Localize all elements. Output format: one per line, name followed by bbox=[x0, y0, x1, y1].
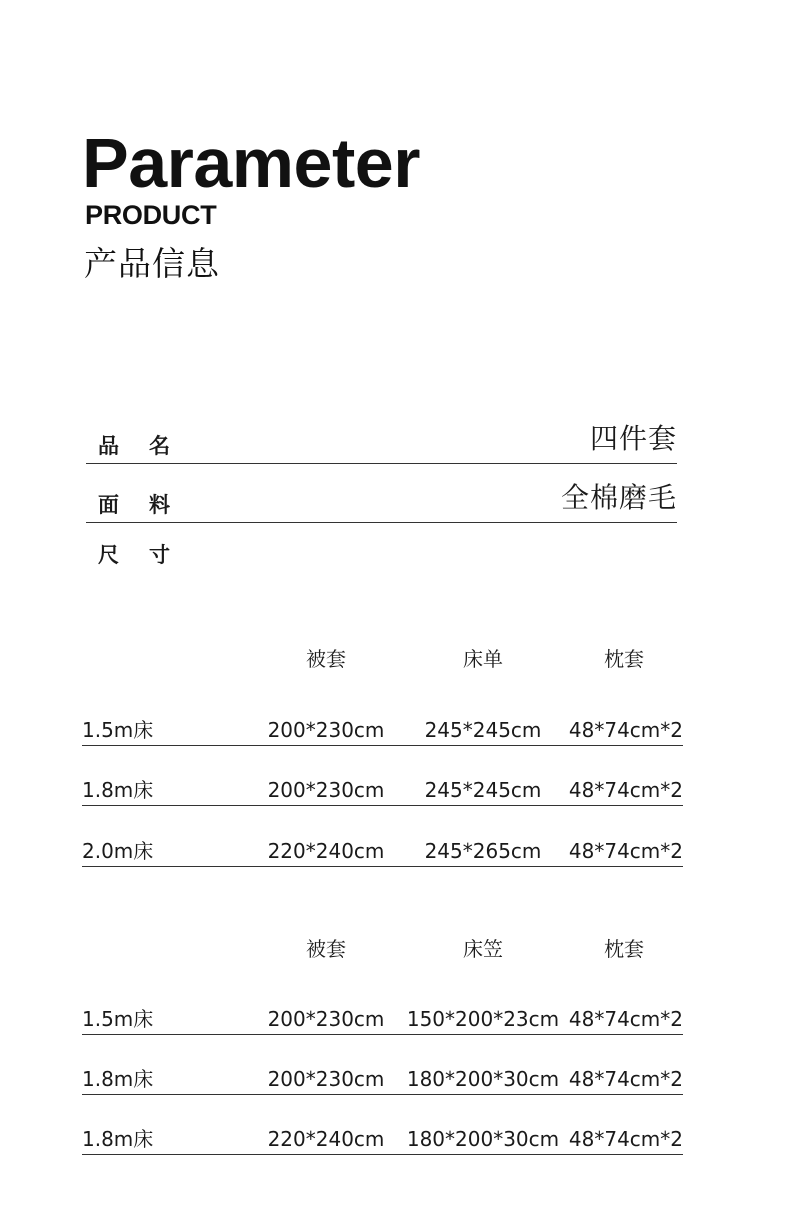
spec-label: 尺寸 bbox=[98, 543, 200, 567]
table-row bbox=[82, 769, 683, 806]
table-cell: 1.8m床 bbox=[82, 778, 154, 802]
column-header: 床笠 bbox=[463, 937, 503, 961]
table-cell: 220*240cm bbox=[267, 1127, 385, 1151]
table-cell: 48*74cm*2 bbox=[568, 718, 683, 742]
table-cell: 245*265cm bbox=[424, 839, 542, 863]
column-header: 被套 bbox=[306, 937, 346, 961]
column-header: 枕套 bbox=[604, 647, 644, 671]
table-cell: 200*230cm bbox=[267, 1007, 385, 1031]
spec-value: 全棉磨毛 bbox=[560, 481, 677, 514]
column-header: 床单 bbox=[463, 647, 503, 671]
page-title: Parameter bbox=[82, 124, 420, 202]
table-cell: 48*74cm*2 bbox=[568, 1007, 683, 1031]
table-cell: 220*240cm bbox=[267, 839, 385, 863]
spec-row-name bbox=[86, 423, 677, 464]
page-subtitle-cn: 产品信息 bbox=[84, 244, 220, 283]
column-header: 枕套 bbox=[604, 937, 644, 961]
table-row bbox=[82, 830, 683, 867]
table-cell: 1.5m床 bbox=[82, 718, 154, 742]
table-cell: 200*230cm bbox=[267, 778, 385, 802]
spec-row-fabric bbox=[86, 482, 677, 523]
table-cell: 2.0m床 bbox=[82, 839, 154, 863]
page-subtitle: PRODUCT bbox=[85, 200, 217, 230]
table-cell: 48*74cm*2 bbox=[568, 778, 683, 802]
table-cell: 48*74cm*2 bbox=[568, 1127, 683, 1151]
table-cell: 200*230cm bbox=[267, 718, 385, 742]
table-cell: 48*74cm*2 bbox=[568, 839, 683, 863]
spec-label: 品名 bbox=[98, 434, 200, 458]
table-cell: 245*245cm bbox=[424, 718, 542, 742]
table-cell: 180*200*30cm bbox=[406, 1127, 560, 1151]
spec-label: 面料 bbox=[98, 493, 200, 517]
table-cell: 1.8m床 bbox=[82, 1127, 154, 1151]
table-cell: 1.5m床 bbox=[82, 1007, 154, 1031]
table-cell: 48*74cm*2 bbox=[568, 1067, 683, 1091]
table-row bbox=[82, 1118, 683, 1155]
column-header: 被套 bbox=[306, 647, 346, 671]
table-row bbox=[82, 1058, 683, 1095]
table-cell: 245*245cm bbox=[424, 778, 542, 802]
table-cell: 180*200*30cm bbox=[406, 1067, 560, 1091]
table-row bbox=[82, 998, 683, 1035]
spec-value: 四件套 bbox=[589, 422, 677, 455]
table-cell: 150*200*23cm bbox=[406, 1007, 560, 1031]
table-cell: 200*230cm bbox=[267, 1067, 385, 1091]
table-row bbox=[82, 709, 683, 746]
table-cell: 1.8m床 bbox=[82, 1067, 154, 1091]
spec-row-size bbox=[86, 532, 677, 572]
